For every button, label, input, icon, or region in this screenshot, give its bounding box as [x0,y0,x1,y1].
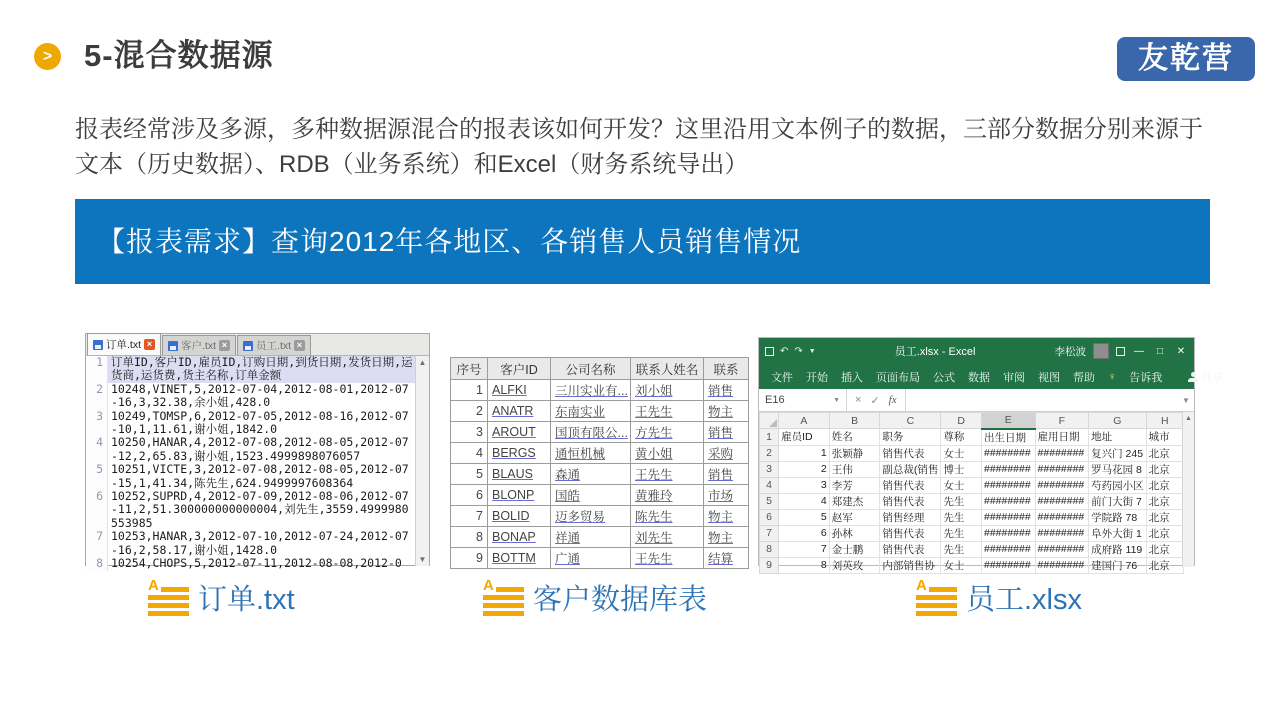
line-text: 10252,SUPRD,4,2012-07-09,2012-08-06,2012-07-11,2,51.300000000000004,刘先生,3559.4999980553985 [111,489,409,530]
cell-contact-title[interactable]: 销售 [704,464,749,485]
tab-label: 订单.txt [106,339,142,351]
tab-orders-txt[interactable] [87,333,161,355]
cell[interactable]: ######## [1035,509,1089,525]
cell-company[interactable]: 三川实业有... [551,380,631,401]
cell-seq: 8 [451,527,488,548]
avatar[interactable] [1093,343,1109,359]
col-header-H[interactable]: H [1146,413,1183,429]
cell[interactable]: ######## [1035,461,1089,477]
col-contact-title: 联系 [704,358,749,380]
table-row [451,548,749,569]
table-row [451,422,749,443]
ribbon-tab-view[interactable]: 视图 [1038,371,1060,384]
row-header[interactable]: 9 [760,557,779,573]
row-header[interactable]: 6 [760,509,779,525]
caption-label: 客户数据库表 [533,584,708,616]
col-header-G[interactable]: G [1089,413,1147,429]
text-line [86,436,415,463]
col-seq: 序号 [451,358,488,380]
col-company: 公司名称 [551,358,631,380]
close-icon[interactable]: × [294,340,305,351]
text-line [86,410,415,437]
requirement-banner-text: 【报表需求】查询2012年各地区、各销售人员销售情况 [97,226,802,257]
col-header-D[interactable]: D [941,413,982,429]
cell[interactable]: 2 [779,461,830,477]
table-row [451,380,749,401]
save-icon[interactable] [765,347,774,356]
cell[interactable]: ######## [1035,445,1089,461]
cell-contact-title[interactable]: 物主 [704,506,749,527]
cell[interactable]: 北京 [1146,541,1183,557]
line-number: 4 [86,436,108,463]
text-file-icon: A [148,580,189,616]
notepad-text-area [86,355,415,571]
text-line [86,490,415,530]
fx-icon[interactable]: fx [888,394,897,406]
cell[interactable]: 8 [779,557,830,573]
ribbon-tab-data[interactable]: 数据 [968,371,990,384]
share-button[interactable]: 共享 [1201,371,1224,384]
ribbon-tab-insert[interactable]: 插入 [841,371,863,384]
cell-seq: 1 [451,380,488,401]
scroll-up-icon[interactable]: ▲ [1185,415,1192,422]
minimize-icon[interactable]: — [1134,345,1144,357]
cell[interactable]: 王伟 [829,461,880,477]
excel-title-bar [759,338,1194,364]
line-text: 10254,CHOPS,5,2012-07-11,2012-08-08,2012-0 [111,556,402,571]
cell-customer-id[interactable]: ALFKI [488,380,551,401]
chevron-down-icon[interactable]: ▼ [1182,396,1190,405]
text-line [86,463,415,490]
cell-company[interactable]: 通恒机械 [551,443,631,464]
cell[interactable]: 3 [779,477,830,493]
row-header[interactable]: 4 [760,477,779,493]
cell[interactable]: ######## [1035,525,1089,541]
tab-label: 客户.txt [181,340,217,352]
sheet-row [760,557,1184,573]
cell[interactable]: ######## [1035,541,1089,557]
table-row [451,401,749,422]
excel-window [758,337,1224,572]
cell-customer-id[interactable]: BLAUS [488,464,551,485]
text-file-icon: A [916,580,957,616]
cell[interactable]: 姓名 [829,429,880,446]
line-number: 3 [86,410,108,437]
cell-company[interactable]: 东南实业 [551,401,631,422]
cell[interactable]: 成府路 119 [1089,541,1147,557]
cell-company[interactable]: 广通 [551,548,631,569]
col-customer-id: 客户ID [488,358,551,380]
notepad-window [85,333,430,571]
cell-contact-title[interactable]: 物主 [704,527,749,548]
close-icon[interactable]: × [144,339,155,350]
cell-customer-id[interactable]: BOTTM [488,548,551,569]
line-number: 5 [86,463,108,490]
user-name: 李松波 [1054,345,1086,358]
cell[interactable]: 1 [779,445,830,461]
cell[interactable]: 罗马花园 8 [1089,461,1147,477]
ribbon-tab-help[interactable]: 帮助 [1073,371,1095,384]
cell[interactable]: 北京 [1146,525,1183,541]
cell[interactable]: 4 [779,493,830,509]
text-line [86,356,415,383]
cell[interactable]: 城市 [1146,429,1183,446]
cell[interactable]: 雇员ID [779,429,830,446]
cell[interactable]: 雇用日期 [1035,429,1089,446]
sheet-row [760,461,1184,477]
col-header-C[interactable]: C [880,413,941,429]
cell[interactable]: 张颖静 [829,445,880,461]
caption-label: 员工.xlsx [966,584,1083,616]
cell[interactable]: 销售代表 [880,445,941,461]
cell-seq: 9 [451,548,488,569]
cell[interactable]: 地址 [1089,429,1147,446]
cell[interactable]: 李芳 [829,477,880,493]
cell-contact[interactable]: 黄小姐 [631,443,704,464]
text-line [86,530,415,557]
cell-seq: 7 [451,506,488,527]
text-line [86,557,415,570]
excel-grid-area [759,412,1194,572]
save-icon [168,341,178,351]
cell[interactable]: 6 [779,525,830,541]
cell[interactable]: 5 [779,509,830,525]
line-text: 10249,TOMSP,6,2012-07-05,2012-08-16,2012-07-10,1,11.61,谢小姐,1842.0 [111,408,409,437]
line-text: 10251,VICTE,3,2012-07-08,2012-08-05,2012-07-15,1,41.34,陈先生,624.9499997608364 [111,462,409,490]
row-header[interactable]: 8 [760,541,779,557]
line-number: 8 [86,557,108,570]
ribbon-tab-review[interactable]: 审阅 [1003,371,1025,384]
cell-customer-id[interactable]: BONAP [488,527,551,548]
ribbon-options-icon[interactable] [1116,347,1125,356]
ribbon-tab-home[interactable]: 开始 [806,371,828,384]
cell[interactable]: ######## [981,461,1035,477]
col-header-A[interactable]: A [779,413,830,429]
cell-contact[interactable]: 刘小姐 [631,380,704,401]
cell[interactable]: 北京 [1146,445,1183,461]
cell-contact-title[interactable]: 物主 [704,401,749,422]
caption-employees [916,577,1082,618]
cell[interactable]: ######## [981,541,1035,557]
cell[interactable]: 女士 [941,557,982,573]
page-title: 5-混合数据源 [84,38,274,73]
cell-contact[interactable]: 王先生 [631,401,704,422]
chevron-down-icon[interactable]: ▼ [833,396,840,404]
enter-icon[interactable]: ✓ [870,394,880,407]
close-icon[interactable]: ✕ [1176,345,1186,357]
table-row [451,464,749,485]
cell[interactable]: ######## [981,493,1035,509]
cell-customer-id[interactable]: BERGS [488,443,551,464]
row-header[interactable]: 7 [760,525,779,541]
redo-icon[interactable]: ↷ [794,345,803,357]
cell[interactable]: 女士 [941,477,982,493]
caption-orders [148,577,295,618]
cell[interactable]: ######## [981,525,1035,541]
sheet-row [760,525,1184,541]
cell[interactable]: 内部销售协 [880,557,941,573]
cell[interactable]: 销售代表 [880,525,941,541]
caption-customer-db [483,577,707,618]
sheet-row [760,477,1184,493]
cell[interactable]: 销售代表 [880,477,941,493]
cancel-icon[interactable]: × [855,394,862,406]
caption-label: 订单.txt [198,584,295,616]
formula-icons [847,389,906,411]
cell[interactable]: 销售代表 [880,541,941,557]
cell-contact[interactable]: 刘先生 [631,527,704,548]
formula-bar [759,389,1194,412]
chevron-bullet-icon: > [34,43,61,70]
cell-company[interactable]: 祥通 [551,527,631,548]
line-text: 订单ID,客户ID,雇员ID,订购日期,到货日期,发货日期,运货商,运货费,货主名称,订单金额 [108,356,415,383]
cell[interactable]: 金士鹏 [829,541,880,557]
column-header-row [760,413,1184,429]
sheet-row [760,541,1184,557]
col-header-F[interactable]: F [1035,413,1089,429]
cell[interactable]: 销售代表 [880,493,941,509]
row-header[interactable]: 1 [760,429,779,446]
cell[interactable]: 先生 [941,509,982,525]
save-icon [243,341,253,351]
sheet-row [760,445,1184,461]
close-icon[interactable]: × [219,340,230,351]
cell[interactable]: ######## [981,509,1035,525]
chevron-down-icon[interactable]: ▼ [808,347,816,355]
cell[interactable]: 出生日期 [981,429,1035,446]
cell[interactable]: ######## [981,477,1035,493]
cell[interactable]: 郑建杰 [829,493,880,509]
cell-contact[interactable]: 王先生 [631,464,704,485]
brand-logo: 友乾营 [1117,37,1255,81]
cell[interactable]: 北京 [1146,461,1183,477]
cell-customer-id[interactable]: BOLID [488,506,551,527]
requirement-banner [75,199,1210,284]
col-header-B[interactable]: B [829,413,880,429]
cell[interactable]: 先生 [941,541,982,557]
notepad-tab-bar [86,334,429,356]
table-row [451,485,749,506]
scroll-up-icon[interactable]: ▲ [418,358,427,367]
cell[interactable]: 副总裁(销售 [880,461,941,477]
cell-customer-id[interactable]: AROUT [488,422,551,443]
cell[interactable]: 北京 [1146,477,1183,493]
intro-paragraph: 报表经常涉及多源，多种数据源混合的报表该如何开发？这里沿用文本例子的数据，三部分数据分别来源于文本（历史数据）、RDB（业务系统）和Excel（财务系统导出） [75,116,1203,178]
cell-company[interactable]: 国皓 [551,485,631,506]
cell[interactable]: 职务 [880,429,941,446]
cell-customer-id[interactable]: BLONP [488,485,551,506]
select-all-corner[interactable] [760,413,779,429]
lightbulb-icon: ♀ [1108,370,1117,383]
table-row [451,506,749,527]
cell-seq: 6 [451,485,488,506]
tab-employees-txt[interactable] [237,335,311,355]
undo-icon[interactable]: ↶ [780,345,789,357]
cell-contact[interactable]: 王先生 [631,548,704,569]
cell[interactable]: 阜外大街 1 [1089,525,1147,541]
ribbon-tab-page-layout[interactable]: 页面布局 [876,371,920,384]
cell[interactable]: 尊称 [941,429,982,446]
line-text: 10253,HANAR,3,2012-07-10,2012-07-24,2012-07-16,2,58.17,谢小姐,1428.0 [111,529,409,557]
scroll-down-icon[interactable]: ▼ [418,555,427,564]
name-box-value: E16 [765,394,785,406]
cell[interactable]: 孙林 [829,525,880,541]
cell-contact-title[interactable]: 销售 [704,422,749,443]
window-title: 员工.xlsx - Excel [894,346,976,358]
vertical-scrollbar[interactable] [415,356,429,566]
sheet-row [760,429,1184,446]
excel-ribbon-tabs [759,364,1224,389]
sheet-row [760,509,1184,525]
cell[interactable]: 芍药园小区 [1089,477,1147,493]
cell[interactable]: 刘英玫 [829,557,880,573]
row-header[interactable]: 3 [760,461,779,477]
vertical-scrollbar[interactable] [1182,412,1194,567]
cell-seq: 5 [451,464,488,485]
cell[interactable]: 北京 [1146,493,1183,509]
cell[interactable]: ######## [1035,557,1089,573]
cell-contact[interactable]: 陈先生 [631,506,704,527]
notepad-editor[interactable] [86,355,429,571]
ribbon-tab-formulas[interactable]: 公式 [933,371,955,384]
cell[interactable]: 北京 [1146,557,1183,573]
cell[interactable]: 先生 [941,525,982,541]
cell-contact-title[interactable]: 市场 [704,485,749,506]
maximize-icon[interactable]: □ [1156,345,1164,357]
text-file-icon: A [483,580,524,616]
line-number: 1 [86,356,108,383]
cell[interactable]: ######## [1035,493,1089,509]
cell[interactable]: 建国门 76 [1089,557,1147,573]
line-number: 7 [86,530,108,557]
cell[interactable]: 复兴门 245 [1089,445,1147,461]
cell-contact[interactable]: 方先生 [631,422,704,443]
cell[interactable]: 7 [779,541,830,557]
excel-grid [759,412,1184,574]
cell[interactable]: 销售经理 [880,509,941,525]
cell[interactable]: 女士 [941,445,982,461]
quick-access-toolbar [765,346,816,357]
col-contact: 联系人姓名 [631,358,704,380]
row-header[interactable]: 5 [760,493,779,509]
tab-label: 员工.txt [256,340,292,352]
cell[interactable]: 赵军 [829,509,880,525]
save-icon [93,340,103,350]
line-number: 6 [86,490,108,530]
customer-table [450,357,749,569]
cell[interactable]: 博士 [941,461,982,477]
tell-me-box[interactable]: 告诉我 [1129,371,1163,384]
cell[interactable]: ######## [981,557,1035,573]
cell-contact[interactable]: 黄雅玲 [631,485,704,506]
cell-company[interactable]: 迈多贸易 [551,506,631,527]
table-row [451,527,749,548]
tab-customers-txt[interactable] [162,335,236,355]
cell[interactable]: 北京 [1146,509,1183,525]
sheet-row [760,493,1184,509]
cell-customer-id[interactable]: ANATR [488,401,551,422]
cell-contact-title[interactable]: 结算 [704,548,749,569]
cell[interactable]: ######## [1035,477,1089,493]
cell[interactable]: ######## [981,445,1035,461]
table-header-row [451,358,749,380]
cell-company[interactable]: 国顶有限公... [551,422,631,443]
line-text: 10250,HANAR,4,2012-07-08,2012-08-05,2012-07-12,2,65.83,谢小姐,1523.4999898076057 [111,435,409,463]
line-number: 2 [86,383,108,410]
col-header-E[interactable]: E [981,413,1035,429]
name-box[interactable] [759,389,847,411]
row-header[interactable]: 2 [760,445,779,461]
cell-contact-title[interactable]: 采购 [704,443,749,464]
customer-table-window [450,357,740,569]
line-text: 10248,VINET,5,2012-07-04,2012-08-01,2012-07-16,3,32.38,余小姐,428.0 [111,381,409,410]
cell[interactable]: 先生 [941,493,982,509]
formula-input[interactable] [906,389,1178,411]
cell[interactable]: 学院路 78 [1089,509,1147,525]
ribbon-tab-file[interactable]: 文件 [771,371,793,384]
cell-seq: 4 [451,443,488,464]
cell[interactable]: 前门大街 7 [1089,493,1147,509]
cell-company[interactable]: 森通 [551,464,631,485]
table-row [451,443,749,464]
cell-contact-title[interactable]: 销售 [704,380,749,401]
cell-seq: 3 [451,422,488,443]
text-line [86,383,415,410]
cell-seq: 2 [451,401,488,422]
